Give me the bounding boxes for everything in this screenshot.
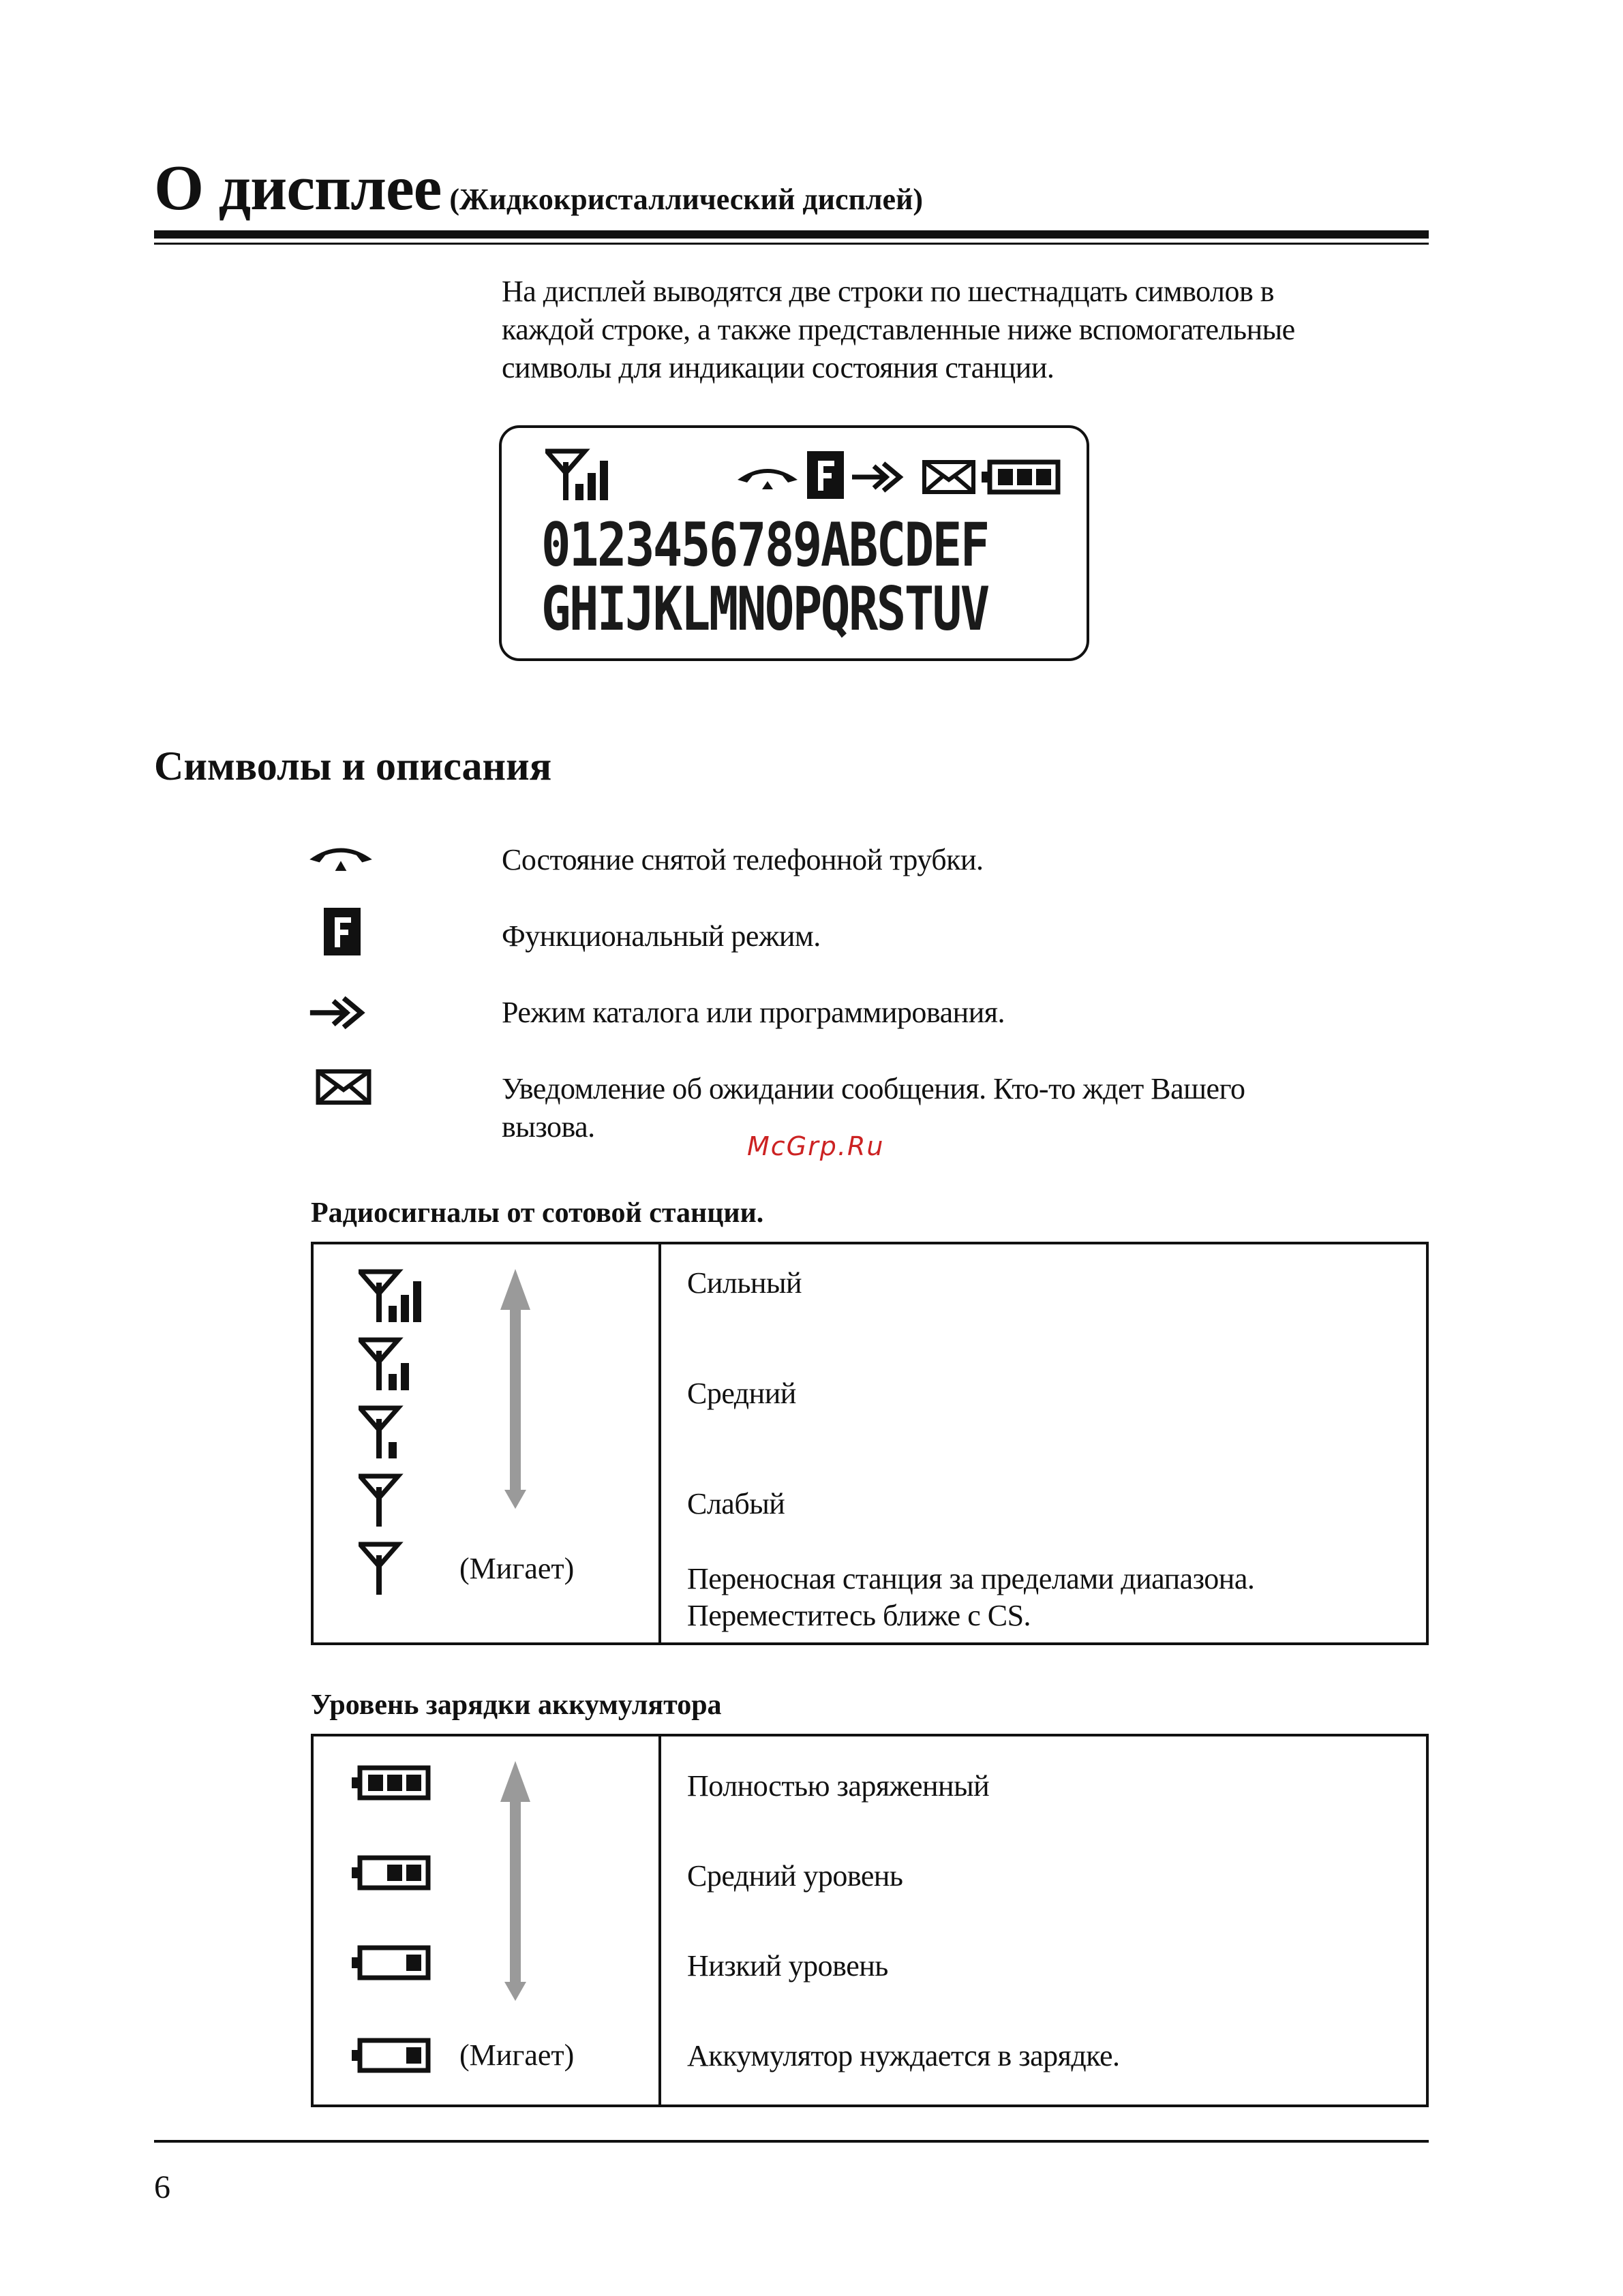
symbol-line: Функциональный режим. [502,919,821,953]
double-arrow-icon [499,1269,532,1514]
battery-empty-blinking-icon [352,2036,431,2075]
signal-medium-text: Средний [687,1377,796,1410]
double-arrow-icon [499,1761,532,2006]
signal-strong-text: Сильный [687,1266,802,1300]
antenna-none-icon [359,1473,435,1528]
function-icon [807,451,844,499]
battery-medium-text: Средний уровень [687,1859,903,1893]
off-hook-icon [307,840,375,874]
battery-low-text: Низкий уровень [687,1949,888,1983]
arrow-icon [307,992,378,1033]
envelope-icon [315,1069,372,1105]
battery-medium-icon [352,1854,431,1892]
table-divider [658,1736,661,2104]
battery-empty-text: Аккумулятор нуждается в зарядке. [687,2039,1120,2072]
intro-line: символы для индикации состояния станции. [502,351,1055,384]
symbol-line: Уведомление об ожидании сообщения. Кто-то ждет Вашего [502,1072,1245,1105]
battery-icon [982,459,1061,495]
battery-table [311,1734,1429,2107]
title-rule-thin [154,243,1429,245]
symbol-line: Режим каталога или программирования. [502,996,1005,1029]
symbol-line: вызова. [502,1110,595,1144]
antenna-blinking-icon [359,1542,435,1596]
lcd-display [499,425,1089,661]
signal-table [311,1242,1429,1645]
title-subtitle: (Жидкокристаллический дисплей) [449,183,924,216]
symbol-line: Состояние снятой телефонной трубки. [502,843,984,876]
antenna-icon [545,448,627,503]
symbol-description-off-hook [502,841,984,879]
off-hook-icon [735,462,800,492]
page-number: 6 [154,2169,170,2205]
envelope-icon [922,459,976,495]
blink-label: (Мигает) [459,1552,575,1585]
battery-table-title: Уровень зарядки аккумулятора [311,1689,722,1721]
table-divider [658,1244,661,1642]
intro-line: каждой строке, а также представленные ниже вспомогательные [502,313,1295,346]
battery-full-text: Полностью заряженный [687,1769,990,1803]
intro-paragraph [502,273,1415,387]
lcd-line-2: GHIJKLMNOPQRSTUV [541,574,988,644]
blink-label: (Мигает) [459,2038,575,2072]
signal-table-title: Радиосигналы от сотовой станции. [311,1197,764,1229]
antenna-strong-icon [359,1269,435,1323]
title-rule-thick [154,230,1429,239]
battery-full-icon [352,1764,431,1802]
watermark: McGrp.Ru [747,1131,885,1161]
antenna-medium-icon [359,1337,435,1392]
section-heading: Символы и описания [154,744,552,789]
signal-out-of-range-text-2: Переместитесь ближе с CS. [687,1599,1031,1632]
signal-out-of-range-text: Переносная станция за пределами диапазона. [687,1562,1255,1595]
signal-weak-text: Слабый [687,1487,785,1520]
title-main: О дисплее [154,153,442,224]
antenna-weak-icon [359,1405,435,1460]
footer-rule [154,2140,1429,2143]
symbol-description-function [502,917,821,955]
battery-low-icon [352,1944,431,1982]
page-title [154,151,923,225]
intro-line: На дисплей выводятся две строки по шестнадцать символов в [502,275,1275,308]
function-icon [323,908,361,955]
lcd-line-1: 0123456789ABCDEF [541,510,988,580]
arrow-icon [849,458,915,496]
symbol-description-arrow [502,994,1005,1032]
